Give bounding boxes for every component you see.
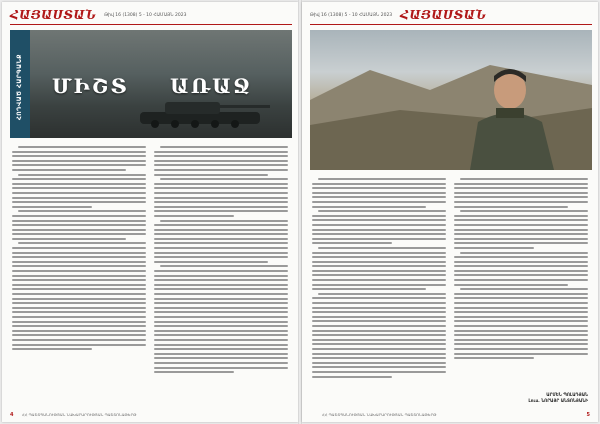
soldier-portrait-image bbox=[310, 30, 592, 170]
byline-author: ԱՐՄԵՆ ՊՈԼԱԴՅԱՆ bbox=[546, 392, 588, 397]
newspaper-logo: ՀԱՅԱՍՏԱՆ bbox=[10, 8, 97, 22]
page-number: 4 bbox=[10, 412, 14, 418]
soldier-photo bbox=[310, 30, 592, 170]
byline-photo-credit: Լուս. ՆՈՐԱՅՐ ԱՆՏՈՆՅԱՆԻ bbox=[528, 398, 588, 403]
headline-word-2: ԱՌԱՋ bbox=[170, 74, 252, 98]
issue-line: Թիվ 16 (1308) 5 - 10 ՀԱՄԱՅՆ 2023 bbox=[104, 12, 187, 18]
page-number: 5 bbox=[586, 412, 590, 418]
masthead-rule bbox=[310, 24, 592, 25]
issue-line: Թիվ 16 (1308) 5 - 10 ՀԱՄԱՅՆ 2023 bbox=[310, 12, 393, 18]
article-byline bbox=[528, 392, 588, 404]
lead-photo bbox=[10, 30, 292, 138]
right-page bbox=[302, 2, 598, 422]
rubric-label: ՀՈԴՎԱԾ ՀԱՐԳԱՆՔ bbox=[16, 54, 23, 121]
article-column-3 bbox=[312, 178, 446, 380]
article-column-4 bbox=[454, 178, 588, 362]
page-footer: ՀՀ ՊԱՇՏՊԱՆՈՒԹՅԱՆ ՆԱԽԱՐԱՐՈՒԹՅԱՆ ՊԱՇՏՈՆԱԹԵՐԹ bbox=[22, 412, 137, 417]
page-footer: ՀՀ ՊԱՇՏՊԱՆՈՒԹՅԱՆ ՆԱԽԱՐԱՐՈՒԹՅԱՆ ՊԱՇՏՈՆԱԹԵՐԹ bbox=[322, 412, 437, 417]
rubric-band bbox=[10, 30, 30, 138]
headline-word-1: ՄԻՇՏ bbox=[52, 74, 129, 98]
left-page bbox=[2, 2, 298, 422]
left-masthead bbox=[10, 6, 186, 24]
masthead-rule bbox=[10, 24, 292, 25]
right-masthead bbox=[310, 6, 486, 24]
article-column-1 bbox=[12, 146, 146, 353]
article-column-2 bbox=[154, 146, 288, 376]
newspaper-logo: ՀԱՅԱՍՏԱՆ bbox=[400, 8, 487, 22]
